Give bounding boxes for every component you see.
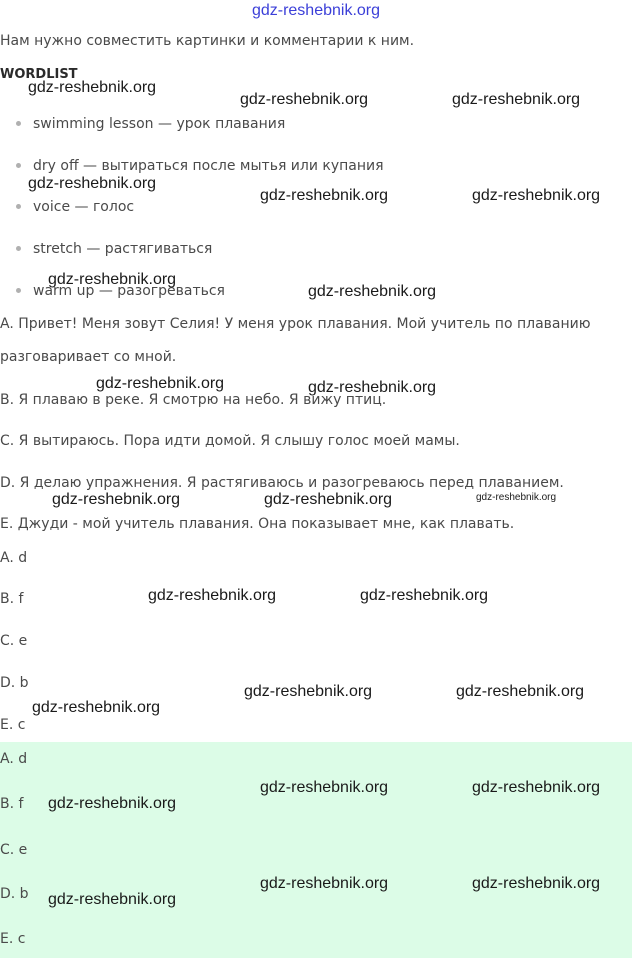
answer-a: A. d	[0, 550, 28, 566]
answer-e: E. c	[0, 717, 26, 733]
watermark: gdz-reshebnik.org	[48, 891, 177, 908]
watermark: gdz-reshebnik.org	[472, 875, 601, 892]
watermark: gdz-reshebnik.org	[472, 779, 601, 796]
watermark: gdz-reshebnik.org	[308, 379, 437, 396]
watermark: gdz-reshebnik.org	[240, 91, 369, 108]
sentence-c: C. Я вытираюсь. Пора идти домой. Я слышу голос моей мамы.	[0, 433, 460, 449]
wordlist-title: WORDLIST	[0, 67, 78, 82]
watermark: gdz-reshebnik.org	[260, 875, 389, 892]
bullet-icon	[16, 288, 21, 293]
highlight-answer-c: C. e	[0, 842, 28, 858]
site-header-link[interactable]: gdz-reshebnik.org	[251, 2, 381, 19]
sentence-a-line1: A. Привет! Меня зовут Селия! У меня урок плавания. Мой учитель по плаванию	[0, 316, 591, 332]
watermark: gdz-reshebnik.org	[260, 187, 389, 204]
sentence-d: D. Я делаю упражнения. Я растягиваюсь и разогреваюсь перед плаванием.	[0, 475, 564, 491]
watermark: gdz-reshebnik.org	[48, 795, 177, 812]
answer-c: C. e	[0, 633, 28, 649]
wordlist-item: stretch — растягиваться	[16, 241, 212, 257]
wordlist-item: dry off — вытираться после мытья или купания	[16, 158, 384, 174]
bullet-icon	[16, 163, 21, 168]
wordlist-item: warm up — разогреваться	[16, 283, 225, 299]
watermark: gdz-reshebnik.org	[308, 283, 437, 300]
bullet-icon	[16, 121, 21, 126]
highlight-answer-b: B. f	[0, 796, 24, 812]
highlight-answer-d: D. b	[0, 886, 29, 902]
watermark: gdz-reshebnik.org	[260, 779, 389, 796]
answer-d: D. b	[0, 675, 29, 691]
watermark: gdz-reshebnik.org	[472, 187, 601, 204]
highlight-answer-e: E. c	[0, 931, 26, 947]
watermark: gdz-reshebnik.org	[28, 175, 157, 192]
highlight-answer-a: A. d	[0, 751, 28, 767]
watermark: gdz-reshebnik.org	[148, 587, 277, 604]
sentence-a-line2: разговаривает со мной.	[0, 349, 177, 365]
intro-text: Нам нужно совместить картинки и комментарии к ним.	[0, 33, 415, 49]
bullet-icon	[16, 204, 21, 209]
sentence-e: E. Джуди - мой учитель плавания. Она показывает мне, как плавать.	[0, 516, 515, 532]
watermark: gdz-reshebnik.org	[360, 587, 489, 604]
sentence-b: B. Я плаваю в реке. Я смотрю на небо. Я вижу птиц.	[0, 392, 387, 408]
watermark: gdz-reshebnik.org	[52, 491, 181, 508]
watermark: gdz-reshebnik.org	[32, 699, 161, 716]
answer-b: B. f	[0, 591, 24, 607]
answer-highlight-box	[0, 742, 632, 958]
bullet-icon	[16, 246, 21, 251]
watermark: gdz-reshebnik.org	[96, 375, 225, 392]
watermark: gdz-reshebnik.org	[244, 683, 373, 700]
watermark: gdz-reshebnik.org	[264, 491, 393, 508]
watermark: gdz-reshebnik.org	[452, 91, 581, 108]
wordlist-item: voice — голос	[16, 199, 134, 215]
watermark: gdz-reshebnik.org	[48, 271, 177, 288]
watermark: gdz-reshebnik.org	[456, 683, 585, 700]
wordlist-item: swimming lesson — урок плавания	[16, 116, 285, 132]
watermark: gdz-reshebnik.org	[476, 492, 557, 503]
watermark: gdz-reshebnik.org	[28, 79, 157, 96]
